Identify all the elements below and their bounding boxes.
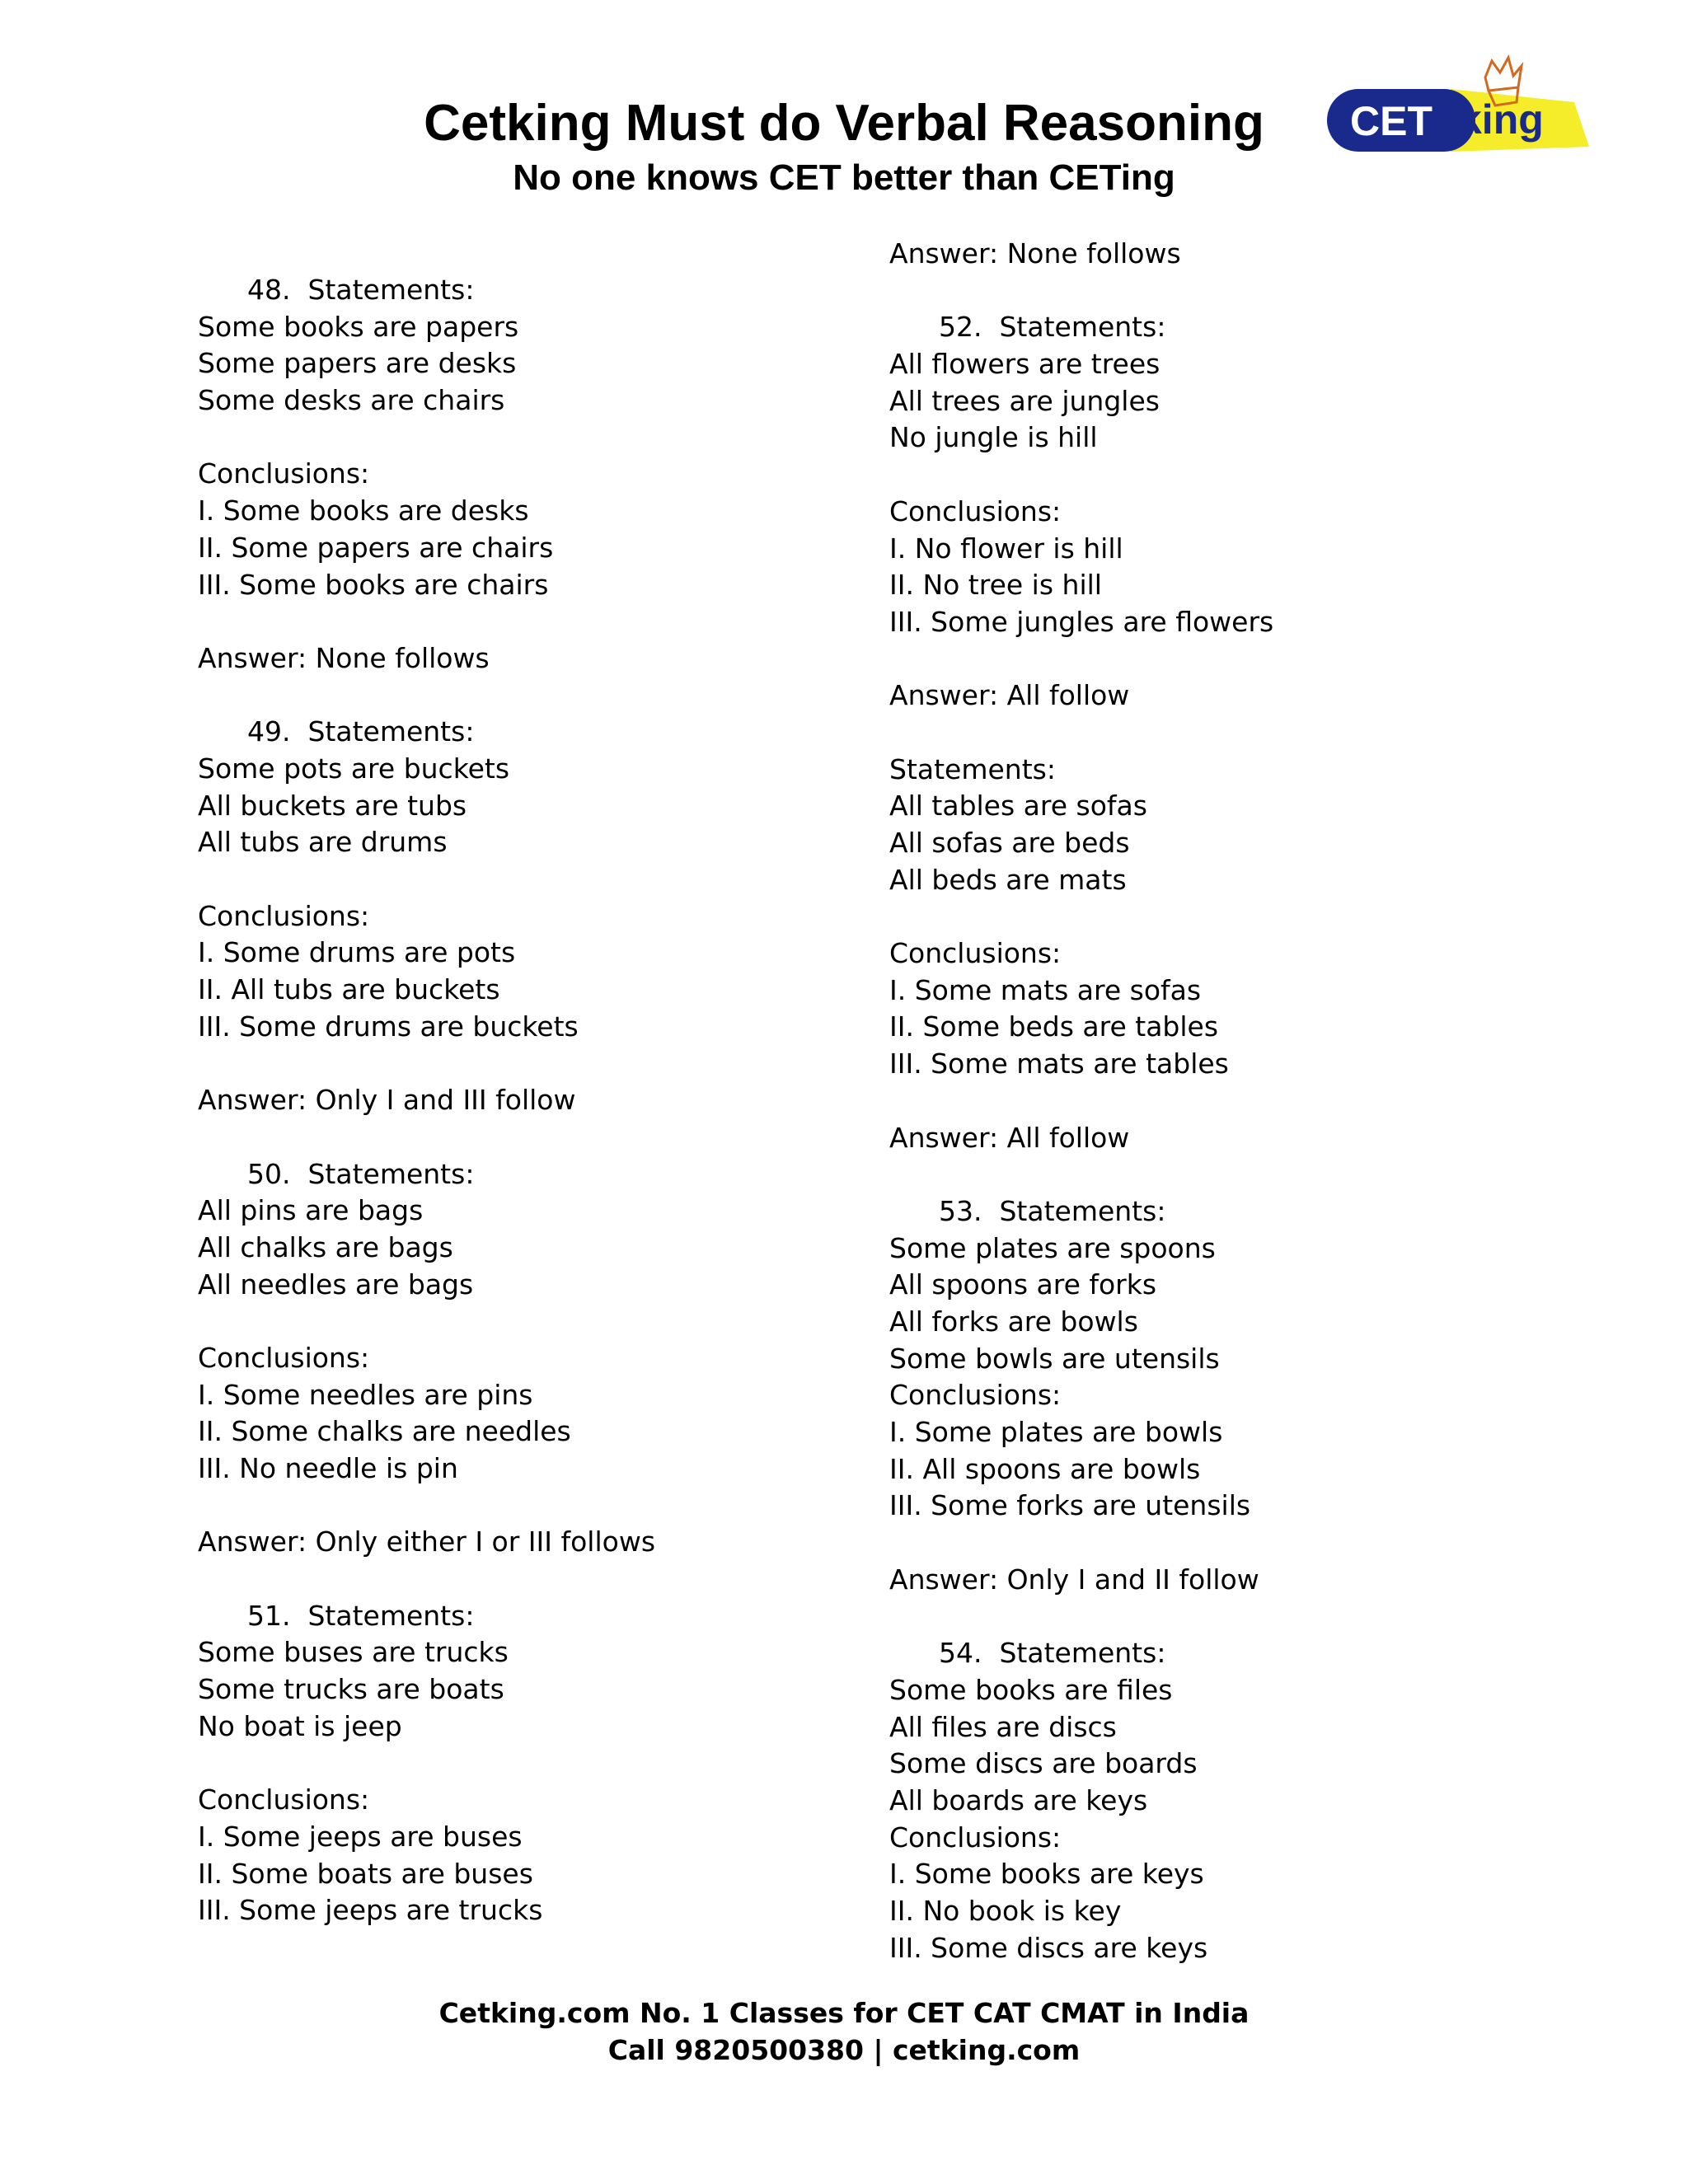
conclusion-line: III. Some jeeps are trucks (198, 1894, 543, 1927)
statement-line: Some bowls are utensils (889, 1342, 1220, 1375)
conclusions-label: Conclusions: (889, 1821, 1062, 1854)
statement-line: All flowers are trees (889, 348, 1160, 381)
statement-line: All chalks are bags (198, 1230, 453, 1263)
statement-line: Some desks are chairs (198, 384, 505, 417)
conclusion-line: I. Some books are desks (198, 494, 529, 527)
conclusion-line: II. All spoons are bowls (889, 1452, 1201, 1485)
conclusions-label: Conclusions: (198, 1783, 370, 1816)
footer-line-1: Cetking.com No. 1 Classes for CET CAT CMAT in India (438, 1997, 1250, 2029)
conclusion-line: I. Some plates are bowls (889, 1416, 1223, 1448)
conclusion-line: II. No book is key (889, 1894, 1122, 1927)
answer-line: Answer: Only I and III follow (198, 1084, 576, 1117)
conclusion-line: I. Some needles are pins (198, 1378, 533, 1411)
conclusions-label: Conclusions: (889, 937, 1062, 970)
statement-line: All buckets are tubs (198, 789, 467, 822)
statement-line: Some trucks are boats (198, 1673, 504, 1706)
statement-line: Some books are papers (198, 310, 519, 343)
conclusion-line: III. Some forks are utensils (889, 1489, 1251, 1522)
question-54-heading: 54. Statements: (939, 1637, 1166, 1670)
statement-line: All spoons are forks (889, 1268, 1157, 1301)
conclusion-line: II. Some boats are buses (198, 1857, 533, 1890)
question-50-heading: 50. Statements: (247, 1157, 475, 1190)
conclusion-line: III. Some jungles are flowers (889, 605, 1274, 638)
answer-line: Answer: All follow (889, 1121, 1130, 1154)
statement-line: Some papers are desks (198, 347, 517, 380)
conclusion-line: III. Some mats are tables (889, 1047, 1229, 1080)
statement-line: All beds are mats (889, 863, 1127, 896)
statement-line: All boards are keys (889, 1783, 1148, 1816)
answer-line: Answer: None follows (889, 237, 1181, 269)
statement-line: All sofas are beds (889, 827, 1130, 859)
conclusion-line: III. Some discs are keys (889, 1931, 1208, 1964)
page-title: Cetking Must do Verbal Reasoning (424, 95, 1264, 152)
question-53-heading: 53. Statements: (939, 1194, 1166, 1227)
statement-line: All forks are bowls (889, 1305, 1138, 1338)
page-footer (0, 1994, 1688, 2069)
conclusion-line: III. Some books are chairs (198, 568, 549, 601)
statement-line: All tables are sofas (889, 790, 1147, 823)
conclusions-label: Conclusions: (889, 1379, 1062, 1412)
statements-label: Statements: (889, 752, 1056, 785)
conclusions-label: Conclusions: (198, 899, 370, 932)
question-49-heading: 49. Statements: (247, 715, 475, 748)
footer-line-2: Call 9820500380 | cetking.com (607, 2034, 1081, 2066)
logo-text-cet: CET (1350, 98, 1432, 144)
answer-line: Answer: Only I and II follow (889, 1563, 1259, 1596)
conclusion-line: I. Some mats are sofas (889, 973, 1202, 1006)
statement-line: All needles are bags (198, 1268, 474, 1301)
right-column (889, 236, 1598, 1966)
conclusion-line: I. Some books are keys (889, 1858, 1204, 1891)
statement-line: No boat is jeep (198, 1709, 402, 1742)
conclusions-label: Conclusions: (198, 457, 370, 490)
statement-line: Some discs are boards (889, 1747, 1198, 1780)
question-52-heading: 52. Statements: (939, 311, 1166, 344)
statement-line: Some books are files (889, 1673, 1173, 1706)
conclusion-line: II. No tree is hill (889, 569, 1102, 602)
conclusion-line: II. Some papers are chairs (198, 531, 554, 564)
left-column (198, 272, 907, 1929)
statement-line: All tubs are drums (198, 826, 448, 859)
statement-line: Some plates are spoons (889, 1231, 1216, 1264)
answer-line: Answer: Only either I or III follows (198, 1526, 656, 1558)
answer-line: Answer: All follow (889, 679, 1130, 712)
page-subtitle: No one knows CET better than CETing (513, 157, 1175, 198)
statement-line: All files are discs (889, 1710, 1117, 1743)
statement-line: Some buses are trucks (198, 1636, 509, 1669)
cetking-logo (1327, 54, 1591, 162)
conclusion-line: II. All tubs are buckets (198, 973, 500, 1006)
question-48-heading: 48. Statements: (247, 274, 475, 306)
conclusions-label: Conclusions: (889, 494, 1062, 527)
conclusion-line: III. Some drums are buckets (198, 1010, 579, 1043)
statement-line: All trees are jungles (889, 384, 1160, 417)
logo-text-king: king (1459, 96, 1544, 143)
conclusion-line: I. No flower is hill (889, 532, 1123, 565)
conclusion-line: I. Some drums are pots (198, 936, 516, 969)
conclusion-line: I. Some jeeps are buses (198, 1820, 523, 1853)
statement-line: All pins are bags (198, 1194, 424, 1227)
conclusion-line: II. Some chalks are needles (198, 1415, 571, 1448)
statement-line: Some pots are buckets (198, 752, 510, 785)
statement-line: No jungle is hill (889, 421, 1098, 454)
answer-line: Answer: None follows (198, 641, 490, 674)
conclusion-line: III. No needle is pin (198, 1452, 458, 1484)
conclusion-line: II. Some beds are tables (889, 1010, 1219, 1043)
conclusions-label: Conclusions: (198, 1341, 370, 1374)
question-51-heading: 51. Statements: (247, 1599, 475, 1632)
